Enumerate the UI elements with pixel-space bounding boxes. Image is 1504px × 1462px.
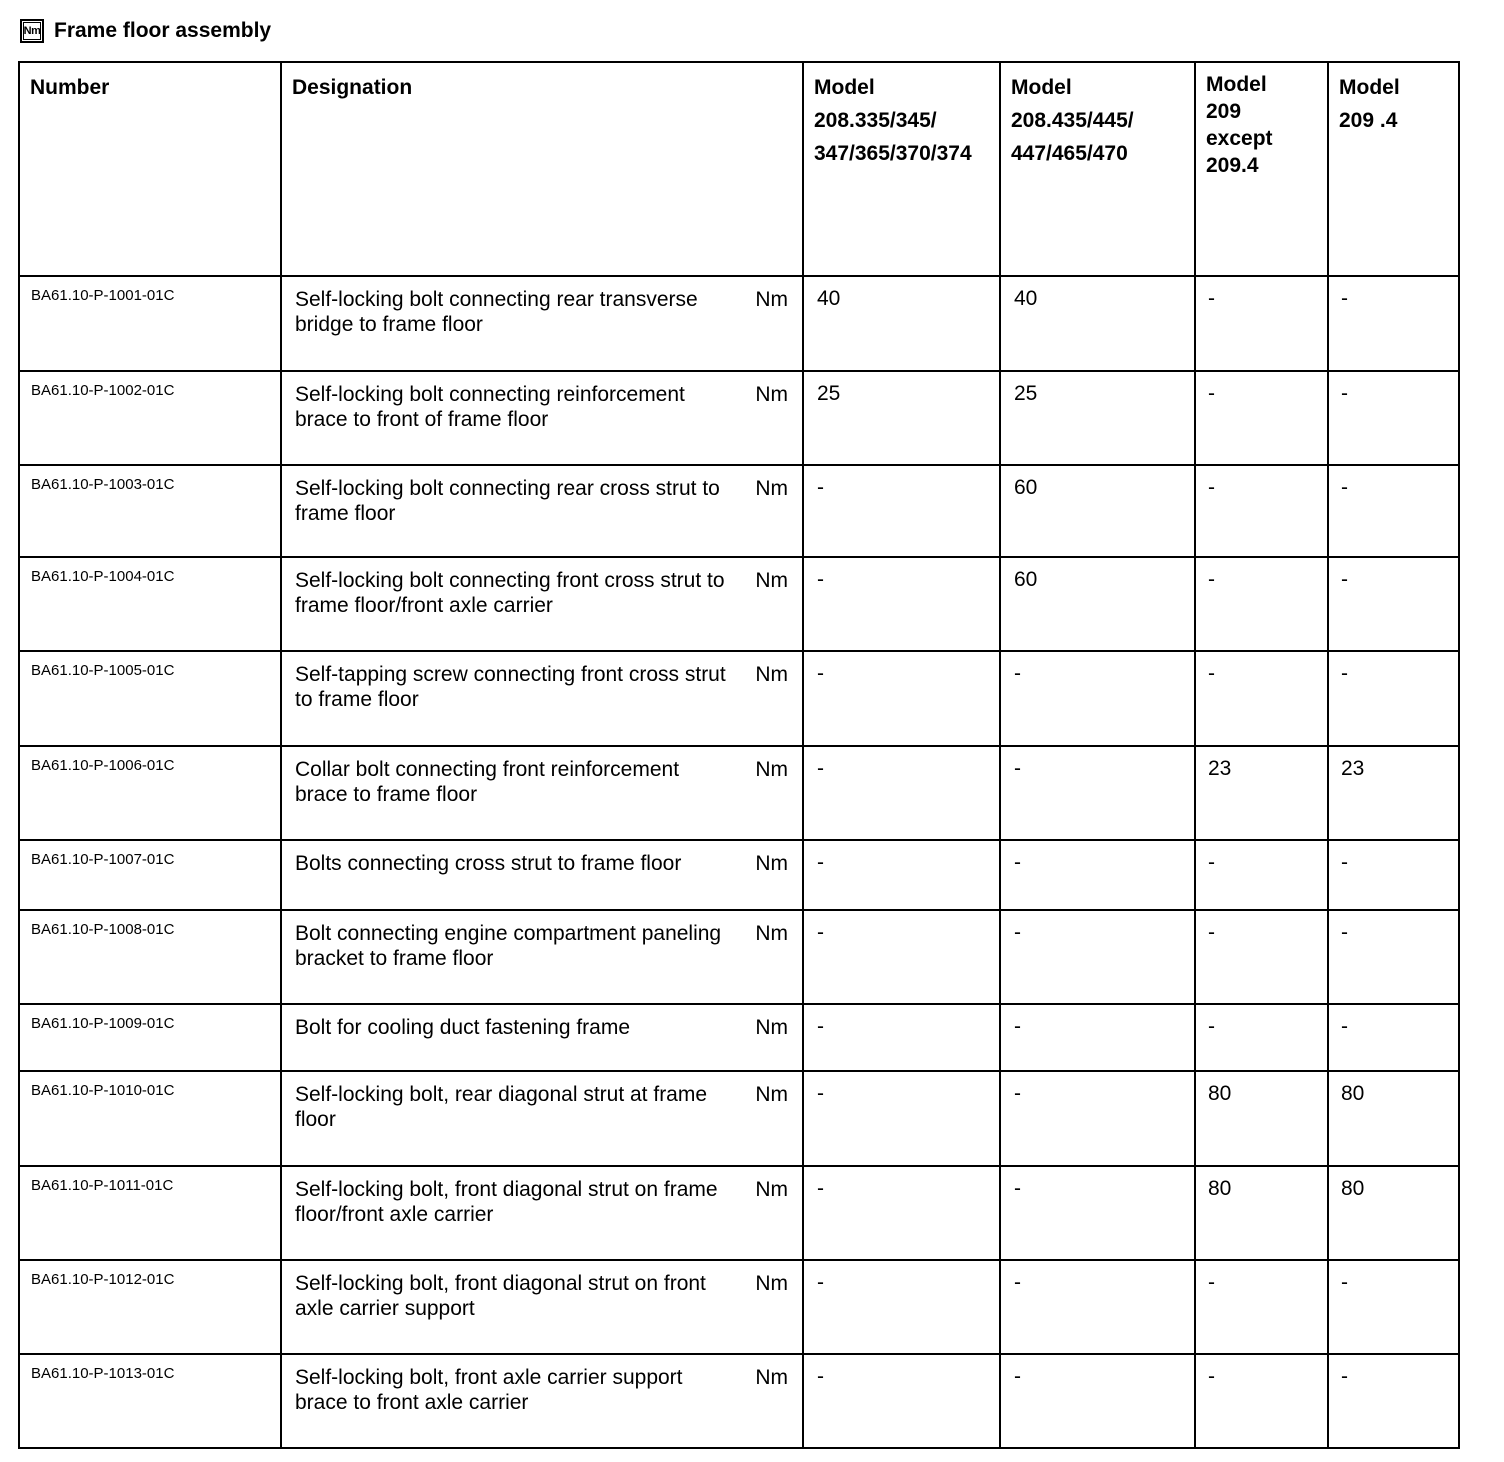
model-209-4-value: -	[1328, 651, 1459, 746]
model-209-except-value: 80	[1195, 1166, 1328, 1260]
model-208-4-value: -	[1000, 910, 1195, 1004]
section-title: Frame floor assembly	[54, 19, 272, 42]
model-208-4-value: 40	[1000, 276, 1195, 371]
model-209-4-value: 80	[1328, 1071, 1459, 1166]
table-row	[19, 840, 1459, 910]
model-209-except-value: -	[1195, 910, 1328, 1004]
part-number-cell: BA61.10-P-1010-01C	[19, 1071, 281, 1166]
designation-text: Self-locking bolt connecting front cross strut to frame floor/front axle carrier	[295, 569, 725, 617]
designation-text: Self-locking bolt, front axle carrier support brace to front axle carrier	[295, 1366, 683, 1414]
model-209-4-value: -	[1328, 1004, 1459, 1071]
table-row	[19, 371, 1459, 465]
unit-label: Nm	[755, 569, 788, 592]
unit-label: Nm	[755, 1272, 788, 1295]
model-208-4-value: -	[1000, 1004, 1195, 1071]
model-208-3-value: -	[803, 465, 1000, 557]
model-208-3-value: -	[803, 746, 1000, 840]
model-209-4-value: -	[1328, 840, 1459, 910]
designation-text: Self-tapping screw connecting front cross strut to frame floor	[295, 663, 726, 711]
designation-text: Self-locking bolt, front diagonal strut on front axle carrier support	[295, 1272, 706, 1320]
model-209-except-value: -	[1195, 840, 1328, 910]
column-header-model-208-3: Model 208.335/345/ 347/365/370/374	[803, 62, 1000, 276]
table-header-row	[19, 62, 1459, 276]
unit-label: Nm	[755, 1083, 788, 1106]
designation-text: Bolt connecting engine compartment paneling bracket to frame floor	[295, 922, 722, 970]
model-209-except-value: -	[1195, 557, 1328, 651]
table-row	[19, 1354, 1459, 1448]
part-number-cell: BA61.10-P-1004-01C	[19, 557, 281, 651]
unit-label: Nm	[755, 1016, 788, 1039]
designation-cell	[281, 1354, 803, 1448]
designation-text: Self-locking bolt connecting reinforcement brace to front of frame floor	[295, 383, 685, 431]
model-209-4-value: -	[1328, 1354, 1459, 1448]
part-number-cell: BA61.10-P-1003-01C	[19, 465, 281, 557]
unit-label: Nm	[755, 1366, 788, 1389]
model-209-4-value: 80	[1328, 1166, 1459, 1260]
model-209-4-value: -	[1328, 371, 1459, 465]
table-row	[19, 465, 1459, 557]
model-209-4-value: -	[1328, 465, 1459, 557]
model-208-3-value: -	[803, 910, 1000, 1004]
part-number-cell: BA61.10-P-1008-01C	[19, 910, 281, 1004]
designation-cell	[281, 276, 803, 371]
model-209-4-value: -	[1328, 1260, 1459, 1354]
designation-cell	[281, 1071, 803, 1166]
part-number-cell: BA61.10-P-1011-01C	[19, 1166, 281, 1260]
part-number-cell: BA61.10-P-1013-01C	[19, 1354, 281, 1448]
model-209-except-value: -	[1195, 465, 1328, 557]
model-208-3-value: -	[803, 1071, 1000, 1166]
torque-nm-icon: Nm	[20, 19, 44, 43]
model-209-except-value: 23	[1195, 746, 1328, 840]
designation-cell	[281, 1004, 803, 1071]
column-header-model-209-4: Model 209 .4	[1328, 62, 1459, 276]
table-row	[19, 276, 1459, 371]
model-208-4-value: -	[1000, 746, 1195, 840]
torque-spec-table	[18, 61, 1460, 1449]
designation-cell	[281, 746, 803, 840]
part-number-cell: BA61.10-P-1007-01C	[19, 840, 281, 910]
table-row	[19, 651, 1459, 746]
part-number-cell: BA61.10-P-1001-01C	[19, 276, 281, 371]
model-208-4-value: 60	[1000, 557, 1195, 651]
table-row	[19, 1260, 1459, 1354]
model-208-4-value: -	[1000, 1354, 1195, 1448]
table-row	[19, 746, 1459, 840]
designation-cell	[281, 840, 803, 910]
column-header-designation: Designation	[281, 62, 803, 276]
model-209-4-value: -	[1328, 276, 1459, 371]
model-208-3-value: -	[803, 1166, 1000, 1260]
unit-label: Nm	[755, 758, 788, 781]
model-209-4-value: -	[1328, 557, 1459, 651]
column-header-model-209-except: Model 209 except 209.4	[1195, 62, 1328, 276]
model-209-except-value: -	[1195, 1260, 1328, 1354]
designation-cell	[281, 651, 803, 746]
designation-text: Self-locking bolt connecting rear transverse bridge to frame floor	[295, 288, 698, 336]
model-208-3-value: -	[803, 1354, 1000, 1448]
designation-cell	[281, 1260, 803, 1354]
model-208-4-value: -	[1000, 1071, 1195, 1166]
column-header-model-208-4: Model 208.435/445/ 447/465/470	[1000, 62, 1195, 276]
model-208-4-value: 60	[1000, 465, 1195, 557]
designation-text: Bolts connecting cross strut to frame floor	[295, 852, 682, 875]
part-number-cell: BA61.10-P-1006-01C	[19, 746, 281, 840]
designation-cell	[281, 371, 803, 465]
table-row	[19, 1071, 1459, 1166]
part-number-cell: BA61.10-P-1002-01C	[19, 371, 281, 465]
part-number-cell: BA61.10-P-1009-01C	[19, 1004, 281, 1071]
model-209-except-value: -	[1195, 1004, 1328, 1071]
designation-text: Bolt for cooling duct fastening frame	[295, 1016, 631, 1039]
table-row	[19, 557, 1459, 651]
model-209-except-value: -	[1195, 1354, 1328, 1448]
designation-text: Collar bolt connecting front reinforcement brace to frame floor	[295, 758, 680, 806]
unit-label: Nm	[755, 477, 788, 500]
designation-cell	[281, 465, 803, 557]
designation-cell	[281, 557, 803, 651]
designation-text: Self-locking bolt connecting rear cross strut to frame floor	[295, 477, 720, 525]
part-number-cell: BA61.10-P-1012-01C	[19, 1260, 281, 1354]
designation-text: Self-locking bolt, rear diagonal strut at frame floor	[295, 1083, 708, 1131]
unit-label: Nm	[755, 852, 788, 875]
model-208-4-value: 25	[1000, 371, 1195, 465]
model-208-3-value: 40	[803, 276, 1000, 371]
model-208-3-value: -	[803, 1260, 1000, 1354]
designation-cell	[281, 1166, 803, 1260]
model-209-except-value: -	[1195, 276, 1328, 371]
model-208-3-value: -	[803, 1004, 1000, 1071]
table-row	[19, 1004, 1459, 1071]
unit-label: Nm	[755, 288, 788, 311]
designation-text: Self-locking bolt, front diagonal strut on frame floor/front axle carrier	[295, 1178, 718, 1226]
model-208-4-value: -	[1000, 1166, 1195, 1260]
table-row	[19, 910, 1459, 1004]
model-208-3-value: -	[803, 557, 1000, 651]
designation-cell	[281, 910, 803, 1004]
model-209-except-value: -	[1195, 371, 1328, 465]
table-row	[19, 1166, 1459, 1260]
model-208-3-value: -	[803, 840, 1000, 910]
unit-label: Nm	[755, 663, 788, 686]
model-209-except-value: -	[1195, 651, 1328, 746]
model-208-4-value: -	[1000, 840, 1195, 910]
model-208-3-value: -	[803, 651, 1000, 746]
model-208-4-value: -	[1000, 651, 1195, 746]
unit-label: Nm	[755, 1178, 788, 1201]
column-header-number: Number	[19, 62, 281, 276]
model-208-4-value: -	[1000, 1260, 1195, 1354]
section-header	[20, 14, 271, 48]
model-208-3-value: 25	[803, 371, 1000, 465]
unit-label: Nm	[755, 922, 788, 945]
model-209-4-value: 23	[1328, 746, 1459, 840]
model-209-except-value: 80	[1195, 1071, 1328, 1166]
model-209-4-value: -	[1328, 910, 1459, 1004]
unit-label: Nm	[755, 383, 788, 406]
part-number-cell: BA61.10-P-1005-01C	[19, 651, 281, 746]
